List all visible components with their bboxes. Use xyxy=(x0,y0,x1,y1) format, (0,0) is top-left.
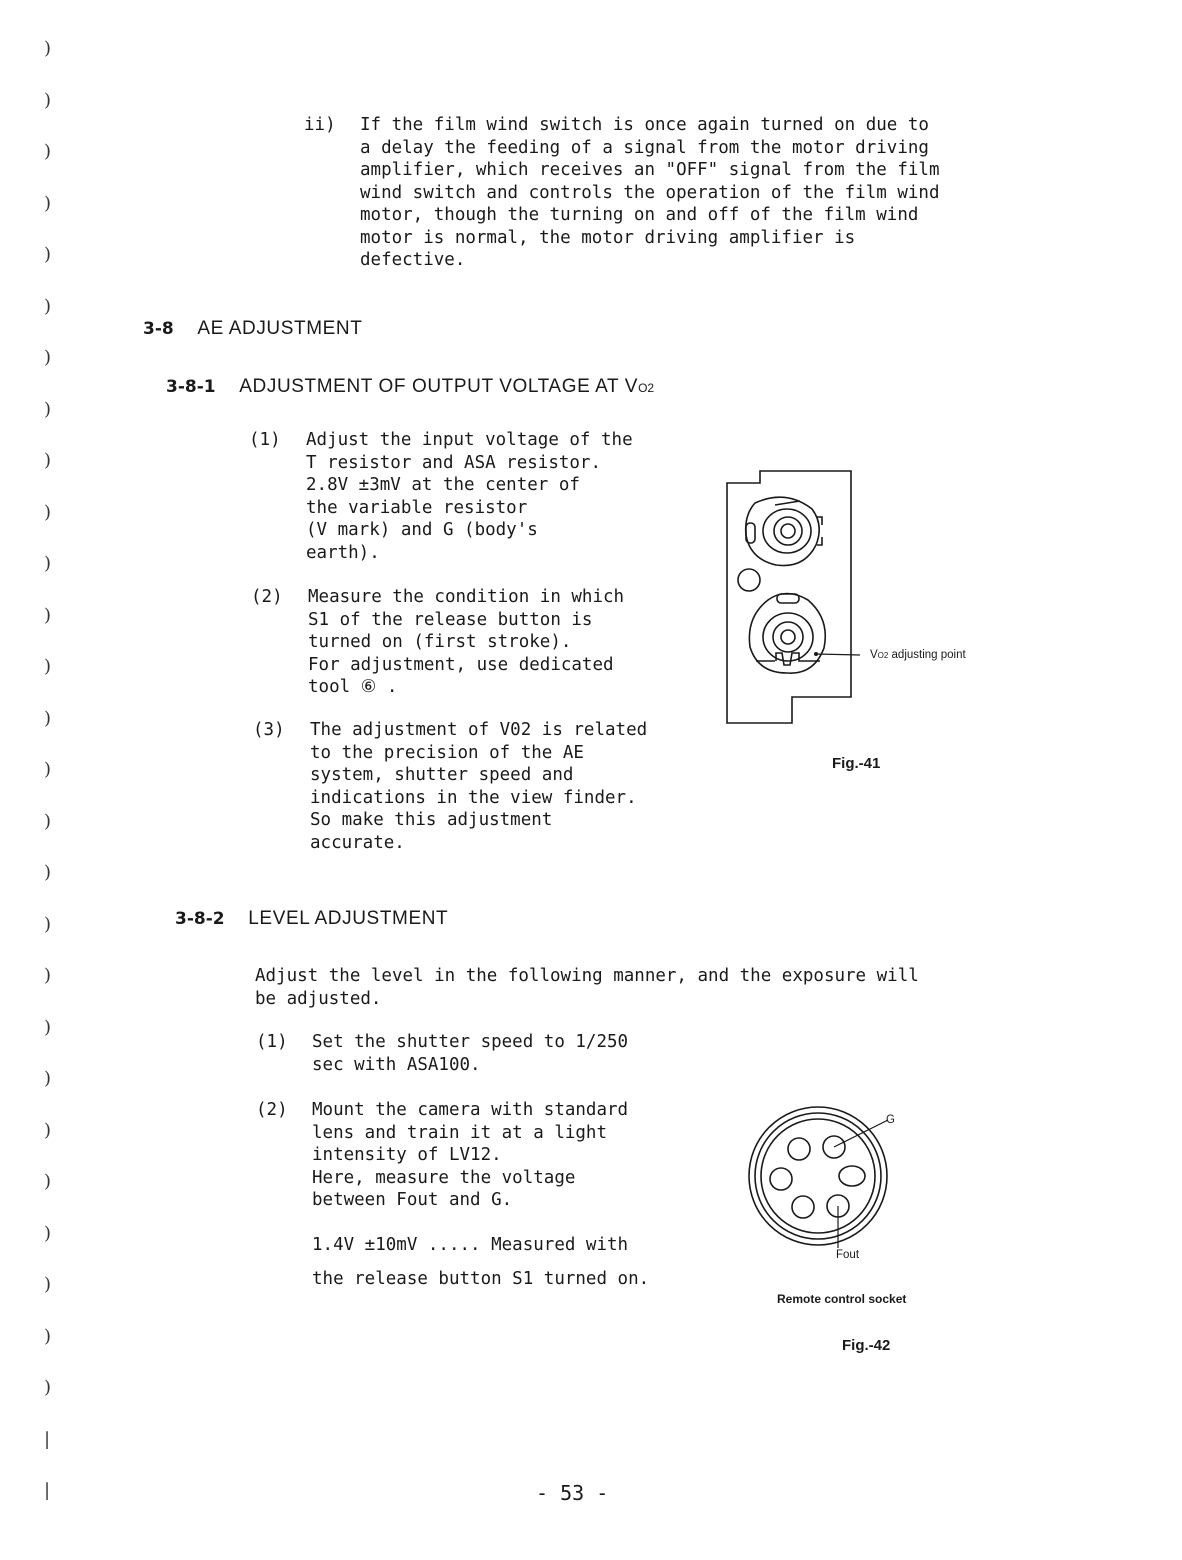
binder-margin-mark: ) xyxy=(44,295,52,317)
text-line: defective. xyxy=(360,250,466,270)
text-line: motor, though the turning on and off of the film wind xyxy=(360,205,919,225)
measure-line-2: the release button S1 turned on. xyxy=(312,1269,650,1289)
binder-margin-mark: | xyxy=(44,1480,51,1501)
subsection-1-title: ADJUSTMENT OF OUTPUT VOLTAGE AT V xyxy=(239,376,639,397)
text-line: system, shutter speed and xyxy=(310,765,574,785)
binder-margin-mark: ) xyxy=(44,913,52,935)
page-number: - 53 - xyxy=(536,1481,609,1505)
binder-margin-mark: ) xyxy=(44,1222,52,1244)
measure-line-1: 1.4V ±10mV ..... Measured with xyxy=(312,1235,629,1255)
text-line: sec with ASA100. xyxy=(312,1054,481,1075)
binder-margin-mark: ) xyxy=(44,1068,52,1089)
subsection-2-heading xyxy=(175,908,448,930)
text-line: The adjustment of V02 is related xyxy=(310,720,648,740)
subsection-2-intro xyxy=(255,965,919,1010)
binder-margin-mark: ) xyxy=(44,192,52,214)
level-step-2-text xyxy=(312,1099,628,1212)
fig-41-caption: Fig.-41 xyxy=(832,755,881,772)
text-line: tool ⑥ . xyxy=(308,677,398,697)
text-line: a delay the feeding of a signal from the motor driving xyxy=(360,137,929,158)
socket-pin xyxy=(788,1138,810,1160)
text-line: Mount the camera with standard xyxy=(312,1100,629,1120)
step-1-text xyxy=(306,429,633,564)
text-line: lens and train it at a light xyxy=(312,1122,608,1143)
text-line: Adjust the input voltage of the xyxy=(306,430,633,450)
binder-margin-mark: ) xyxy=(44,604,52,626)
text-line: Adjust the level in the following manner, and the exposure will xyxy=(255,966,919,986)
binder-margin-mark: ) xyxy=(44,501,52,523)
binder-margin-mark: ) xyxy=(44,450,52,471)
text-line: between Fout and G. xyxy=(312,1190,513,1210)
text-line: Set the shutter speed to 1/250 xyxy=(312,1032,629,1052)
binder-margin-mark: ) xyxy=(44,759,52,780)
text-line: indications in the view finder. xyxy=(310,787,637,808)
binder-margin-mark: ) xyxy=(44,656,52,677)
intro-item-text xyxy=(360,114,939,272)
binder-margin-mark: ) xyxy=(44,1171,52,1192)
binder-margin-mark: ) xyxy=(44,1016,52,1038)
subsection-2-number: 3-8-2 xyxy=(175,909,225,929)
step-3-text xyxy=(310,719,647,854)
text-line: T resistor and ASA resistor. xyxy=(306,452,602,473)
step-3-marker: (3) xyxy=(253,720,285,740)
step-1-marker: (1) xyxy=(249,430,281,450)
fig-42-label-g: G xyxy=(886,1114,895,1126)
section-title: AE ADJUSTMENT xyxy=(197,318,363,339)
section-heading xyxy=(143,318,362,340)
subsection-2-title: LEVEL ADJUSTMENT xyxy=(248,908,449,929)
mounting-hole xyxy=(738,569,760,591)
text-line: turned on (first stroke). xyxy=(308,632,572,652)
binder-margin-mark: ) xyxy=(44,965,52,986)
text-line: S1 of the release button is xyxy=(308,609,593,630)
binder-margin-mark: ) xyxy=(44,347,52,368)
level-step-2-marker: (2) xyxy=(256,1100,288,1120)
fig-42-socket-drawing xyxy=(740,1100,900,1270)
text-line: intensity of LV12. xyxy=(312,1145,502,1165)
step-2-text xyxy=(308,586,624,699)
step-2-marker: (2) xyxy=(251,587,283,607)
subsection-1-number: 3-8-1 xyxy=(166,377,216,397)
fig-42-label-fout: Fout xyxy=(836,1249,860,1261)
binder-margin-mark: | xyxy=(44,1428,51,1450)
socket-pin xyxy=(792,1196,814,1218)
level-step-1-marker: (1) xyxy=(256,1032,288,1052)
level-step-1-text xyxy=(312,1031,628,1076)
intro-item-marker: ii) xyxy=(304,115,336,135)
binder-margin-mark: ) xyxy=(44,1119,52,1141)
text-line: be adjusted. xyxy=(255,988,382,1009)
section-number: 3-8 xyxy=(143,319,174,339)
callout-v: V xyxy=(870,649,878,661)
fig-41-board-drawing xyxy=(720,465,860,730)
binder-margin-mark: ) xyxy=(44,553,52,574)
text-line: So make this adjustment xyxy=(310,810,553,830)
binder-margin-mark: ) xyxy=(44,89,52,111)
binder-margin-mark: ) xyxy=(44,1274,52,1295)
callout-subscript: O2 xyxy=(877,651,889,660)
text-line: If the film wind switch is once again turned on due to xyxy=(360,115,929,135)
fig-42-subcaption: Remote control socket xyxy=(777,1292,907,1306)
text-line: (V mark) and G (body's xyxy=(306,520,538,540)
socket-pin xyxy=(839,1166,865,1186)
subsection-1-title-subscript: O2 xyxy=(638,381,655,395)
text-line: motor is normal, the motor driving amplifier is xyxy=(360,227,856,248)
binder-margin-mark: ) xyxy=(44,398,52,420)
text-line: the variable resistor xyxy=(306,497,528,518)
text-line: wind switch and controls the operation of the film wind xyxy=(360,182,940,203)
binder-margin-mark: ) xyxy=(44,862,52,883)
binder-margin-mark: ) xyxy=(44,707,52,729)
socket-pin xyxy=(770,1168,792,1190)
text-line: to the precision of the AE xyxy=(310,742,584,763)
text-line: earth). xyxy=(306,542,380,563)
text-line: accurate. xyxy=(310,832,405,853)
binder-margin-mark: ) xyxy=(44,810,52,832)
fig-41-callout xyxy=(870,649,966,661)
text-line: For adjustment, use dedicated xyxy=(308,654,614,675)
callout-text: adjusting point xyxy=(888,649,966,661)
binder-margin-mark: ) xyxy=(44,1377,52,1398)
binder-margin-mark: ) xyxy=(44,244,52,265)
text-line: Here, measure the voltage xyxy=(312,1167,576,1188)
text-line: 2.8V ±3mV at the center of xyxy=(306,475,580,495)
upper-adjuster xyxy=(746,497,820,565)
text-line: Measure the condition in which xyxy=(308,587,625,607)
binder-margin-mark: ) xyxy=(44,1325,52,1347)
binder-margin-mark: ) xyxy=(44,38,52,59)
text-line: amplifier, which receives an "OFF" signal from the film xyxy=(360,160,940,180)
binder-margin-mark: ) xyxy=(44,141,52,162)
fig-42-caption: Fig.-42 xyxy=(842,1337,891,1354)
subsection-1-heading xyxy=(166,376,654,398)
